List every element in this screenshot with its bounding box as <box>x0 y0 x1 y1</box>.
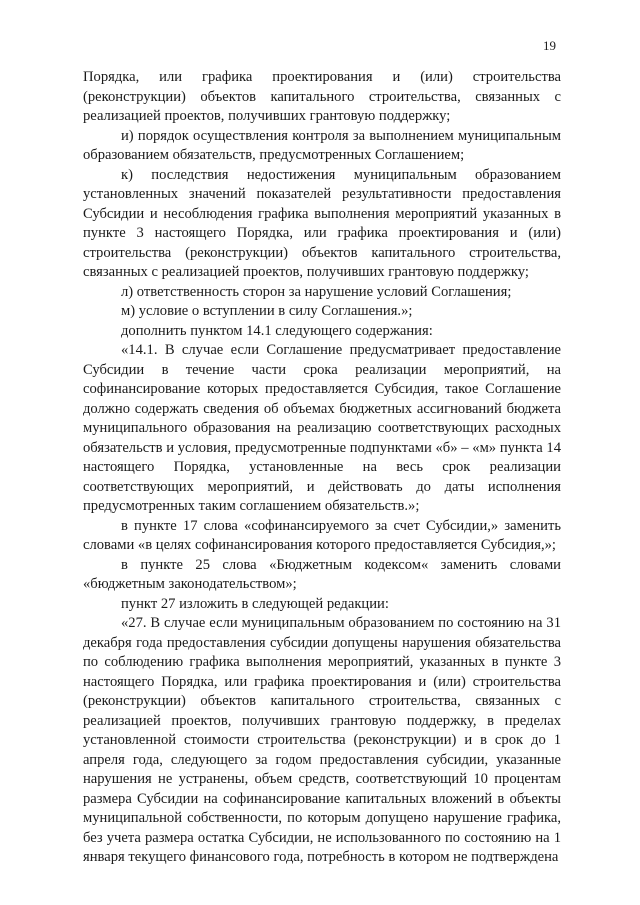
paragraph-item-i: и) порядок осуществления контроля за выполнением муниципальным образованием обязательств, предусмотренных Соглашением; <box>83 127 561 163</box>
paragraph-item-l: л) ответственность сторон за нарушение условий Соглашения; <box>121 283 512 300</box>
paragraph-item-25: в пункте 25 слова «Бюджетным кодексом« заменить словами «бюджетным законодательством»; <box>83 556 561 592</box>
page-number: 19 <box>543 38 556 53</box>
paragraph-item-27-intro: пункт 27 изложить в следующей редакции: <box>121 595 389 612</box>
paragraph-27-text: «27. В случае если муниципальным образованием по состоянию на 31 декабря года предоставления субсидии допущены нарушения обязательства по соблюдению графика выполнения мероприятий, указанных в пункте 3 настоящего Порядка, или графика проектирования и (или) строительства (реконструкции) объектов капитального строительства, связанных с реализацией проектов, получивших грантовую поддержку, в пределах установленной стоимости строительства (реконструкции) и в срок до 1 апреля года, следующего за годом предоставления субсидии, указанные нарушения не устранены, объем средств, соответствующий 10 процентам размера Субсидии на софинансирование капитальных вложений в объекты муниципальной собственности, по которым допущено нарушение графика, без учета размера остатка Субсидии, не использованного по состоянию на 1 января текущего финансового года, потребность в котором не подтверждена <box>83 615 561 865</box>
paragraph-add-14-1: дополнить пунктом 14.1 следующего содержания: <box>121 322 433 339</box>
paragraph-continuation: Порядка, или графика проектирования и (или) строительства (реконструкции) объектов капитального строительства, связанных с реализацией проектов, получивших грантовую поддержку; <box>83 69 561 124</box>
paragraph-item-k: к) последствия недостижения муниципальным образованием установленных значений показателей результативности предоставления Субсидии и несоблюдения графика выполнения мероприятий указанных в пункте 3 настоящего Порядка, или графика проектирования и (или) строительства (реконструкции) объектов капитального строительства, связанных с реализацией проектов, получивших грантовую поддержку; <box>83 166 561 280</box>
paragraph-item-m: м) условие о вступлении в силу Соглашения.»; <box>121 303 413 319</box>
paragraph-item-17: в пункте 17 слова «софинансируемого за счет Субсидии,» заменить словами «в целях софинансирования которого предоставляется Субсидия,»; <box>83 517 561 553</box>
document-body <box>83 68 561 868</box>
paragraph-14-1-text: «14.1. В случае если Соглашение предусматривает предоставление Субсидии в течение части срока реализации мероприятий, на софинансирование которых предоставляется Субсидия, такое Соглашение должно содержать сведения об объемах бюджетных ассигнований бюджета муниципального образования на реализацию соответствующих расходных обязательств и условия, предусмотренные подпунктами «б» – «м» пункта 14 настоящего Порядка, установленные на весь срок реализации соответствующих мероприятий, и действовать до даты исполнения предусмотренных таким соглашением обязательств.»; <box>83 342 561 514</box>
